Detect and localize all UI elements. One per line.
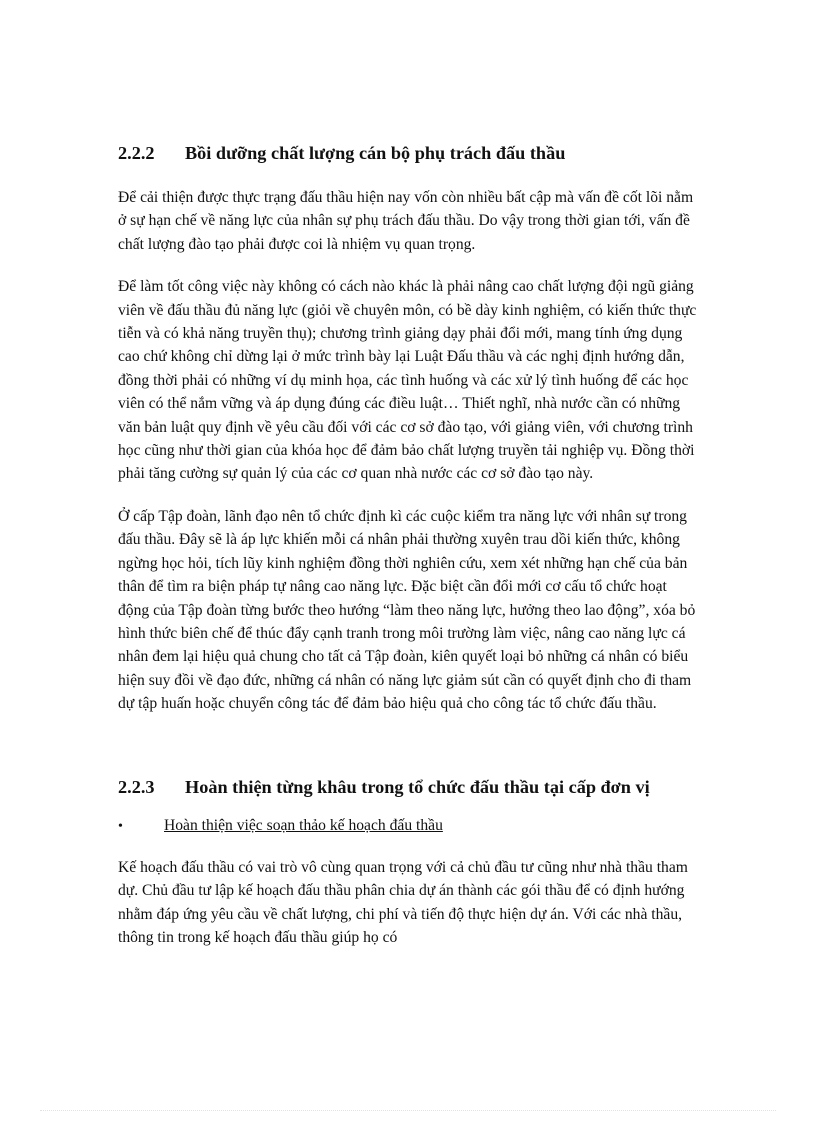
section-number: 2.2.3 [118,776,155,797]
section-title: Hoàn thiện từng khâu trong tổ chức đấu thầu tại cấp đơn vị [185,776,650,797]
section-heading-2-2-2 [118,142,700,166]
section-number: 2.2.2 [118,143,155,163]
page-bottom-divider [40,1110,776,1111]
document-body [118,142,700,950]
paragraph: Ở cấp Tập đoàn, lãnh đạo nên tổ chức định kì các cuộc kiểm tra năng lực với nhân sự trong đấu thầu. Đây sẽ là áp lực khiến mỗi cá nhân phải thường xuyên trau dồi kiến thức, không ngừng học hỏi, tích lũy kinh nghiệm đồng thời nghiên cứu, xem xét những hạn chế của bản thân để tìm ra biện pháp tự nâng cao năng lực. Đặc biệt cần đổi mới cơ cấu tổ chức hoạt động của Tập đoàn từng bước theo hướng “làm theo năng lực, hưởng theo lao động”, xóa bỏ hình thức biên chế để thúc đẩy cạnh tranh trong môi trường làm việc, nâng cao năng lực cá nhân đem lại hiệu quả chung cho tất cả Tập đoàn, kiên quyết loại bỏ những cá nhân có biểu hiện suy đồi về đạo đức, những cá nhân có năng lực giảm sút cần có quyết định cho đi tham dự tập huấn hoặc chuyển công tác để đảm bảo hiệu quả cho công tác tổ chức đấu thầu. [118,507,696,713]
paragraph: Để cải thiện được thực trạng đấu thầu hiện nay vốn còn nhiều bất cập mà vấn đề cốt lõi nằm ở sự hạn chế về năng lực của nhân sự phụ trách đấu thầu. Do vậy trong thời gian tới, vấn đề chất lượng đào tạo phải được coi là nhiệm vụ quan trọng. [118,189,694,253]
section-title: Bồi dưỡng chất lượng cán bộ phụ trách đấu thầu [185,143,566,163]
paragraph: Kế hoạch đấu thầu có vai trò vô cùng quan trọng với cả chủ đầu tư cũng như nhà thầu tham dự. Chủ đầu tư lập kế hoạch đấu thầu phân chia dự án thành các gói thầu để có định hướng nhằm đáp ứng yêu cầu về chất lượng, chi phí và tiến độ thực hiện dự án. Với các nhà thầu, thông tin trong kế hoạch đấu thầu giúp họ có [118,858,688,947]
bullet-label: Hoàn thiện việc soạn thảo kế hoạch đấu thầu [164,816,443,834]
bullet-icon: • [118,818,123,834]
section-heading-2-2-3 [118,776,700,800]
paragraph: Để làm tốt công việc này không có cách nào khác là phải nâng cao chất lượng đội ngũ giảng viên về đấu thầu đủ năng lực (giỏi về chuyên môn, có bề dày kinh nghiệm, có kiến thức thực tiễn và có khả năng truyền thụ); chương trình giảng dạy phải đổi mới, mang tính ứng dụng cao chứ không chỉ dừng lại ở mức trình bày lại Luật Đấu thầu và các nghị định hướng dẫn, đồng thời phải có những ví dụ minh họa, các tình huống và các xử lý tình huống để các học viên có thể nắm vững và áp dụng đúng các điều luật… Thiết nghĩ, nhà nước cần có những văn bản luật quy định về yêu cầu đối với các cơ sở đào tạo, với giảng viên, với chương trình học cũng như thời gian của khóa học để đảm bảo chất lượng truyền tải nghiệp vụ. Đồng thời phải tăng cường sự quản lý của các cơ quan nhà nước các cơ sở đào tạo này. [118,278,697,483]
bullet-item [118,814,700,838]
